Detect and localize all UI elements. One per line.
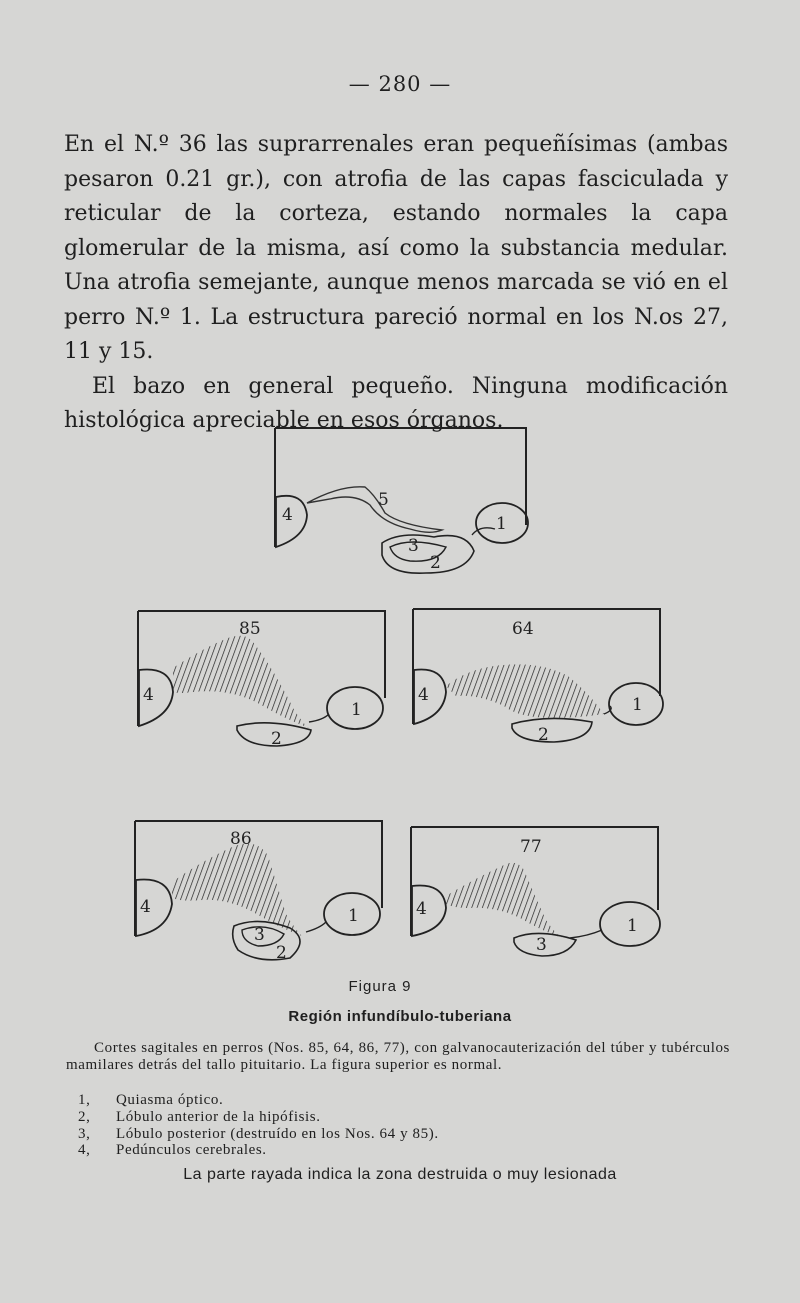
panel-86 [130, 818, 392, 968]
panel-normal [270, 425, 540, 585]
panel-86-label-2: 2 [276, 943, 287, 963]
panel-normal-label-1: 1 [496, 514, 507, 534]
panel-normal-label-5: 5 [378, 490, 389, 510]
legend-number: 3, [78, 1125, 91, 1142]
legend-number: 1, [78, 1092, 91, 1108]
panel-normal-label-3: 3 [408, 536, 419, 556]
panel-77-label-4: 4 [416, 899, 427, 919]
panel-77-title: 77 [520, 837, 542, 857]
figure-subtitle: Región infundíbulo-tuberiana [288, 1008, 512, 1025]
panel-85 [133, 608, 393, 758]
panel-85-title: 85 [239, 619, 261, 639]
legend-number: 2, [78, 1108, 91, 1125]
figure-legend [78, 1092, 439, 1159]
panel-64-label-1: 1 [632, 695, 643, 715]
panel-85-label-2: 2 [271, 729, 282, 749]
panel-85-label-4: 4 [143, 685, 154, 705]
legend-item [78, 1142, 439, 1159]
panel-86-label-1: 1 [348, 906, 359, 926]
panel-normal-label-4: 4 [282, 505, 293, 525]
panel-86-title: 86 [230, 829, 252, 849]
panel-77-label-1: 1 [627, 916, 638, 936]
panel-77-label-3: 3 [536, 935, 547, 955]
legend-text: Quiasma óptico. [116, 1092, 224, 1108]
panel-64-label-4: 4 [418, 685, 429, 705]
legend-text: Pedúnculos cerebrales. [116, 1142, 267, 1159]
legend-number: 4, [78, 1142, 91, 1159]
panel-85-label-1: 1 [351, 700, 362, 720]
panel-86-label-3: 3 [254, 925, 265, 945]
page-number: — 280 — [348, 72, 452, 96]
legend-item [78, 1126, 439, 1143]
legend-text: Lóbulo posterior (destruído en los Nos. 64 y 85). [116, 1125, 439, 1142]
panel-64-label-2: 2 [538, 725, 549, 745]
legend-item [78, 1109, 439, 1126]
panel-77 [406, 824, 668, 968]
legend-text: Lóbulo anterior de la hipófisis. [116, 1108, 321, 1125]
panel-86-label-4: 4 [140, 897, 151, 917]
paragraph-suprarrenales: En el N.º 36 las suprarrenales eran pequeñísimas (ambas pesaron 0.21 gr.), con atrofia de las capas fasciculada y reticular de la corteza, estando normales la capa glomerular de la misma, así como la substancia medular. Una atrofia semejante, aunque menos marcada se vió en el perro N.º 1. La estructura pareció normal en los N.os 27, 11 y 15. [64, 132, 728, 364]
panel-64 [408, 606, 670, 756]
legend-item [78, 1092, 439, 1109]
figure-description [66, 1040, 730, 1073]
figure-note: La parte rayada indica la zona destruida o muy lesionada [183, 1166, 617, 1183]
panel-64-title: 64 [512, 619, 534, 639]
paragraph-bazo: El bazo en general pequeño. Ninguna modificación histológica apreciable en esos órganos. [64, 373, 728, 433]
panel-normal-label-2: 2 [430, 553, 441, 573]
figure-description-text: Cortes sagitales en perros (Nos. 85, 64, 86, 77), con galvanocauterización del túber y tubérculos mamilares detrás del tallo pituitario. La figura superior es normal. [66, 1040, 730, 1073]
figure-title: Figura 9 [348, 978, 412, 995]
